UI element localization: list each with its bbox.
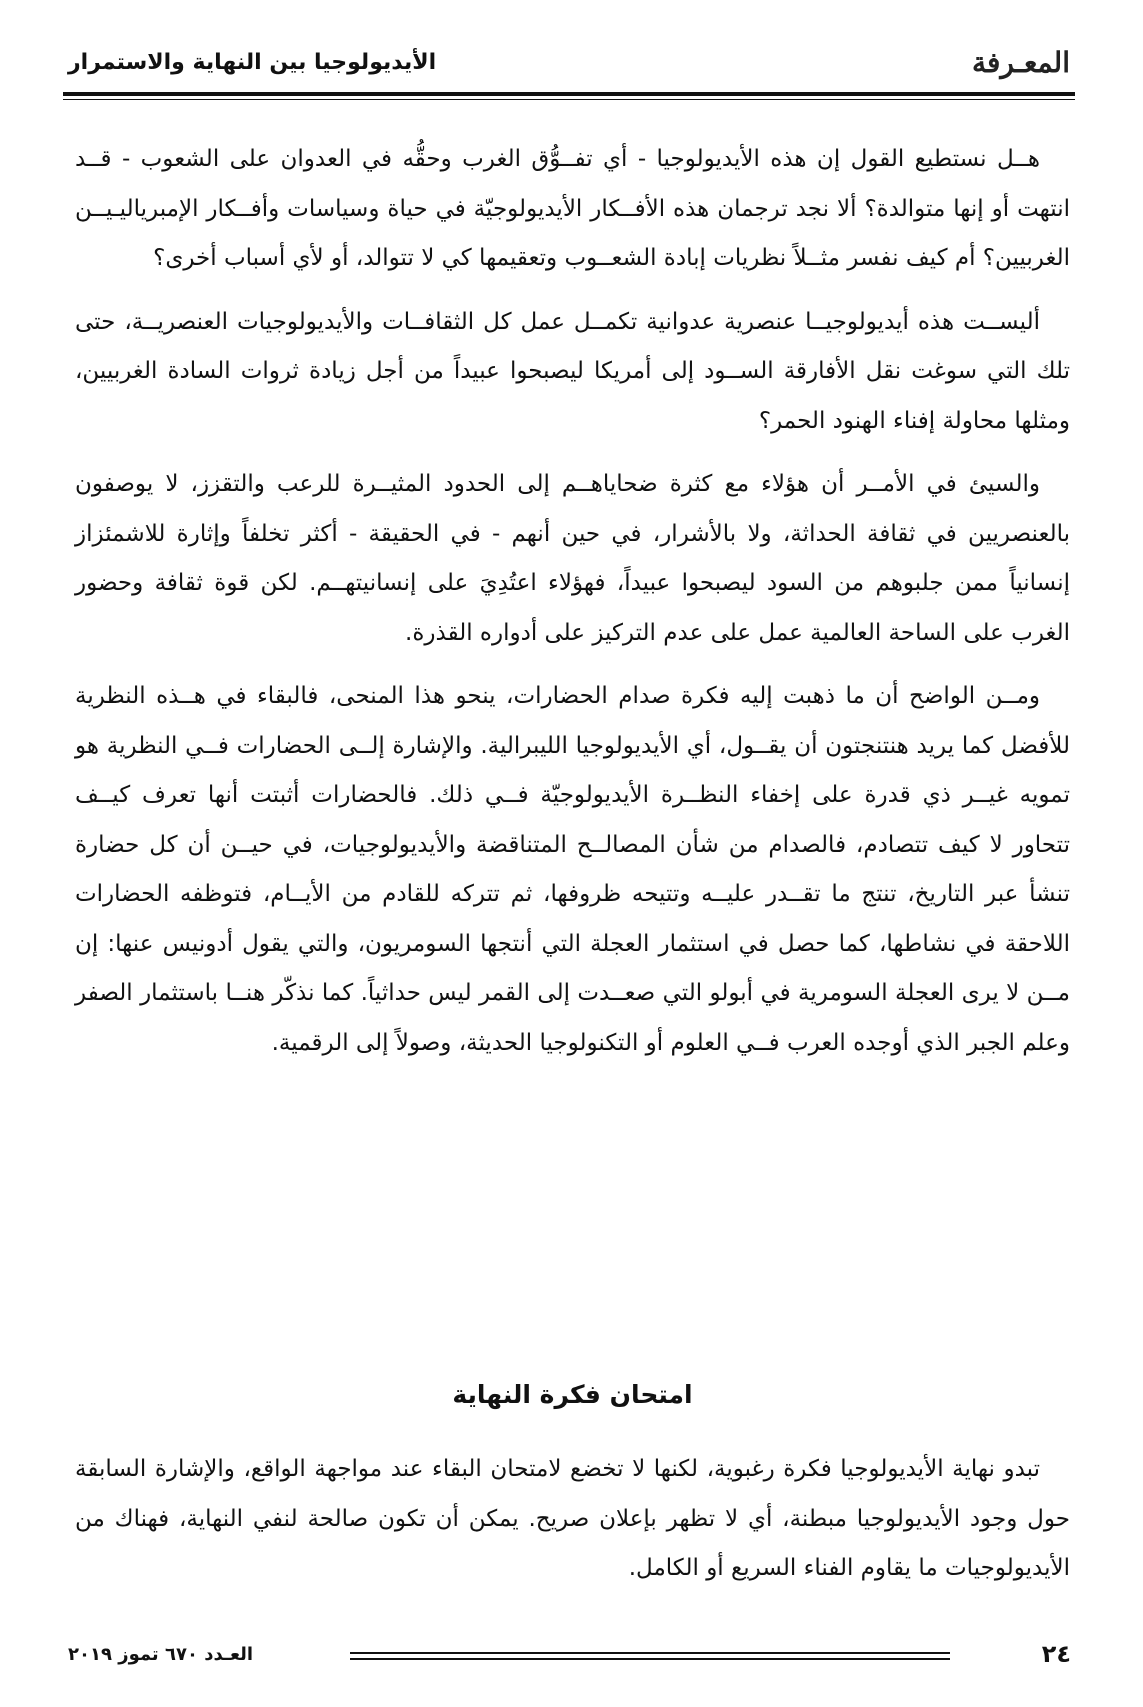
closing-section xyxy=(75,1445,1070,1594)
page-number: ٢٤ xyxy=(1041,1640,1071,1668)
section-heading: امتحان فكرة النهاية xyxy=(452,1380,693,1409)
paragraph-3: والسيئ في الأمــر أن هؤلاء مع كثرة ضحاياهــم إلى الحدود المثيــرة للرعب والتقزز، لا يوصفون بالعنصريين في ثقافة الحداثة، ولا بالأشرار، في حين أنهم - في الحقيقة - أكثر تخلفاً وإثارة للاشمئزاز إنسانياً ممن جلبوهم من السود ليصبحوا عبيداً، فهؤلاء اعتُدِيَ على إنسانيتهــم. لكن قوة ثقافة وحضور الغرب على الساحة العالمية عمل على عدم التركيز على أدواره القذرة. xyxy=(75,471,1070,646)
article-body xyxy=(75,135,1070,1082)
issue-info: العـدد ٦٧٠ تموز ٢٠١٩ xyxy=(68,1644,254,1665)
footer-rule-top xyxy=(350,1652,950,1654)
paragraph-2: أليســت هذه أيديولوجيــا عنصرية عدوانية تكمــل عمل كل الثقافــات والأيديولوجيات العنصريــة، حتى تلك التي سوغت نقل الأفارقة الســود إلى أمريكا ليصبحوا عبيداً من أجل زيادة ثروات السادة الغربيين، ومثلها محاولة إفناء الهنود الحمر؟ xyxy=(75,308,1070,434)
header-rule-thin xyxy=(63,99,1075,100)
header-rule-thick xyxy=(63,92,1075,96)
footer-rule-bottom xyxy=(350,1658,950,1660)
magazine-logo: المعـرفة xyxy=(971,46,1070,79)
running-title: الأيديولوجيا بين النهاية والاستمرار xyxy=(68,50,437,75)
paragraph-1: هــل نستطيع القول إن هذه الأيديولوجيا - أي تفــوُّق الغرب وحقُّه في العدوان على الشعوب - قــد انتهت أو إنها متوالدة؟ ألا نجد ترجمان هذه الأفــكار الأيديولوجيّة في حياة وسياسات وأفــكار الإمبرياليـيــن الغربيين؟ أم كيف نفسر مثــلاً نظريات إبادة الشعــوب وتعقيمها كي لا تتوالد، أو لأي أسباب أخرى؟ xyxy=(75,146,1070,271)
paragraph-5: تبدو نهاية الأيديولوجيا فكرة رغبوية، لكنها لا تخضع لامتحان البقاء عند مواجهة الواقع، والإشارة السابقة حول وجود الأيديولوجيا مبطنة، أي لا تظهر بإعلان صريح. يمكن أن تكون صالحة لنفي النهاية، فهناك من الأيديولوجيات ما يقاوم الفناء السريع أو الكامل. xyxy=(75,1456,1070,1581)
paragraph-4: ومــن الواضح أن ما ذهبت إليه فكرة صدام الحضارات، ينحو هذا المنحى، فالبقاء في هــذه النظرية للأفضل كما يريد هنتنجتون أن يقــول، أي الأيديولوجيا الليبرالية. والإشارة إلــى الحضارات فــي النظرية هو تمويه غيــر ذي قدرة على إخفاء النظــرة الأيديولوجيّة فــي ذلك. فالحضارات أثبتت أنها تعرف كيــف تتحاور لا كيف تتصادم، فالصدام من شأن المصالــح المتناقضة والأيديولوجيات، في حيــن أن كل حضارة تنشأ عبر التاريخ، تنتج ما تقــدر عليــه وتتيحه ظروفها، ثم تتركه للقادم من الأيــام، فتوظفه الحضارات اللاحقة في نشاطها، كما حصل في استثمار العجلة التي أنتجها السومريون، والتي يقول أدونيس عنها: إن مــن لا يرى العجلة السومرية في أبولو التي صعــدت إلى القمر ليس حداثياً. كما نذكّر هنــا باستثمار الصفر وعلم الجبر الذي أوجده العرب فــي العلوم أو التكنولوجيا الحديثة، وصولاً إلى الرقمية. xyxy=(75,683,1070,1056)
